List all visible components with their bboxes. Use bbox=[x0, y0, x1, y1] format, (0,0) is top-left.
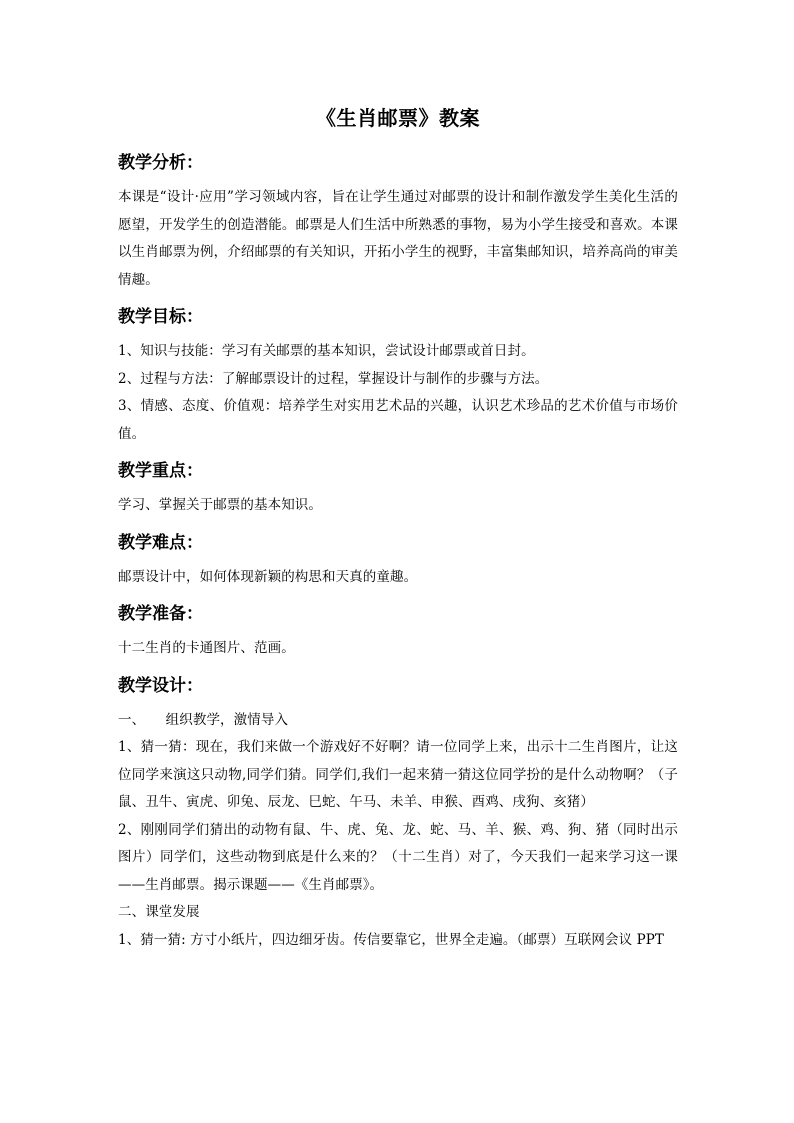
paragraph: 本课是“设计·应用”学习领域内容，旨在让学生通过对邮票的设计和制作激发学生美化生活的愿望，开发学生的创造潜能。邮票是人们生活中所熟悉的事物，易为小学生接受和喜欢。本课以生肖邮票为例，介绍邮票的有关知识，开拓小学生的视野，丰富集邮知识，培养高尚的审美情趣。 bbox=[118, 189, 678, 288]
section-heading: 教学目标： bbox=[118, 307, 203, 327]
section-key-points bbox=[118, 458, 678, 520]
paragraph: 2、过程与方法：了解邮票设计的过程，掌握设计与制作的步骤与方法。 bbox=[118, 370, 549, 387]
section-difficulties bbox=[118, 530, 678, 592]
paragraph: 一、 组织教学，激情导入 bbox=[118, 711, 289, 728]
section-teaching-analysis bbox=[118, 150, 678, 294]
paragraph: 1、猜一猜: 方寸小纸片，四边细牙齿。传信要靠它，世界全走遍。（邮票）互联网会议 PPT bbox=[118, 931, 665, 948]
paragraph: 2、刚刚同学们猜出的动物有鼠、牛、虎、兔、龙、蛇、马、羊、猴、鸡、狗、猪（同时出示图片）同学们，这些动物到底是什么来的？（十二生肖）对了，今天我们一起来学习这一课——生肖邮票。揭示课题——《生肖邮票》。 bbox=[118, 821, 678, 893]
section-heading: 教学设计： bbox=[118, 675, 203, 696]
paragraph: 1、知识与技能：学习有关邮票的基本知识，尝试设计邮票或首日封。 bbox=[118, 343, 535, 359]
section-heading: 教学分析： bbox=[118, 153, 203, 173]
paragraph: 邮票设计中，如何体现新颖的构思和天真的童趣。 bbox=[118, 568, 418, 585]
section-heading: 教学难点： bbox=[118, 532, 203, 553]
section-heading: 教学准备： bbox=[118, 604, 203, 624]
paragraph: 学习、掌握关于邮票的基本知识。 bbox=[118, 497, 322, 513]
paragraph: 二、课堂发展 bbox=[118, 904, 200, 920]
section-teaching-design bbox=[118, 673, 678, 955]
paragraph: 十二生肖的卡通图片、范画。 bbox=[118, 640, 295, 656]
section-teaching-objectives bbox=[118, 304, 678, 448]
paragraph: 1、猜一猜：现在，我们来做一个游戏好不好啊？请一位同学上来，出示十二生肖图片，让这位同学来演这只动物,同学们猜。同学们,我们一起来猜一猜这位同学扮的是什么动物啊？（子鼠、丑牛、寅虎、卯兔、辰龙、巳蛇、午马、未羊、申猴、酉鸡、戌狗、亥猪） bbox=[118, 739, 678, 810]
section-preparation bbox=[118, 601, 678, 663]
section-heading: 教学重点： bbox=[118, 461, 203, 481]
paragraph: 3、情感、态度、价值观：培养学生对实用艺术品的兴趣，认识艺术珍品的艺术价值与市场价值。 bbox=[118, 398, 678, 442]
document-page bbox=[118, 100, 678, 958]
document-title: 《生肖邮票》教案 bbox=[316, 106, 480, 130]
